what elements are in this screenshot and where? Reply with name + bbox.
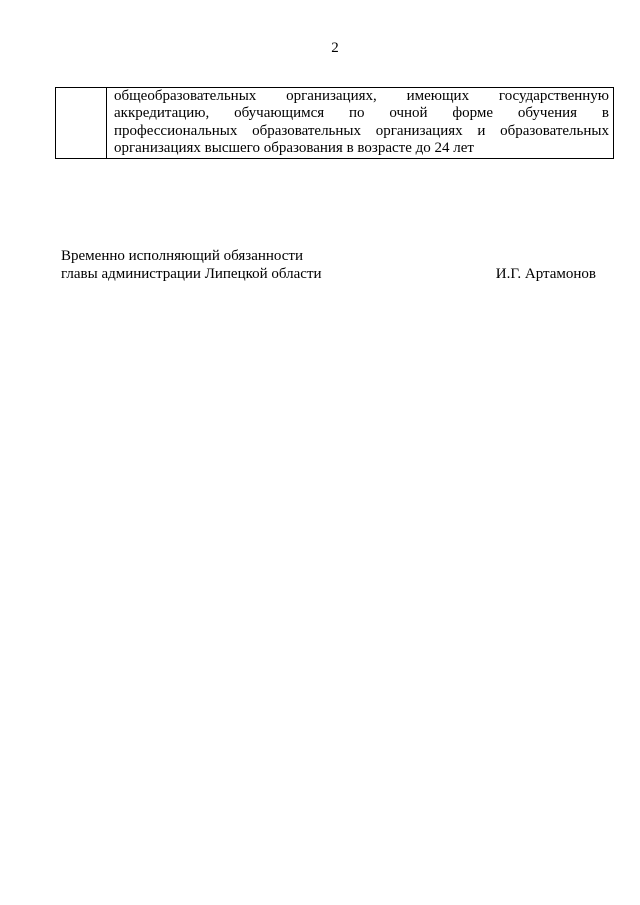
- signature-row: [61, 265, 596, 283]
- signature-block: [61, 247, 596, 283]
- row-text-line-1: общеобразовательных организациях, имеющих государственную: [114, 88, 609, 104]
- row-text-line-3: профессиональных образовательных организациях и образовательных: [114, 122, 609, 139]
- signature-office: главы администрации Липецкой области: [61, 266, 322, 282]
- row-number-cell: [56, 88, 107, 159]
- content-table: [55, 87, 614, 159]
- row-text-line-2: аккредитацию, обучающимся по очной форме обучения в: [114, 105, 609, 122]
- row-text-cell: [107, 88, 614, 159]
- signature-position-line: Временно исполняющий обязанности: [61, 248, 304, 264]
- page-number: 2: [331, 40, 339, 56]
- signatory-name: И.Г. Артамонов: [495, 266, 596, 282]
- row-text-line-4: организациях высшего образования в возрасте до 24 лет: [114, 139, 474, 156]
- table-row: [56, 88, 614, 159]
